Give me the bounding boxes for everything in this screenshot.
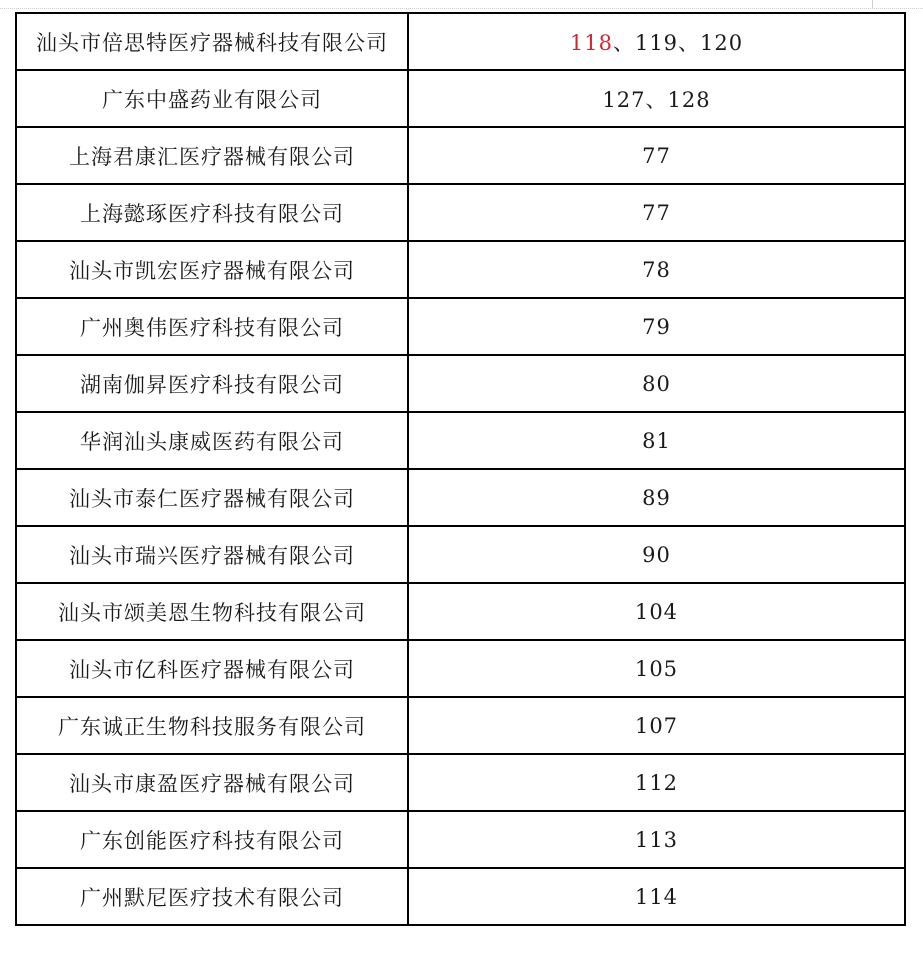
number-cell: 114 [408,868,905,925]
table-row [16,811,905,868]
company-name-cell: 汕头市颂美恩生物科技有限公司 [16,583,408,640]
company-name-cell: 上海君康汇医疗器械有限公司 [16,127,408,184]
table-body [16,13,905,925]
number-cell: 113 [408,811,905,868]
number-cell: 112 [408,754,905,811]
table-row [16,70,905,127]
number-cell: 104 [408,583,905,640]
company-name-cell: 广东诚正生物科技服务有限公司 [16,697,408,754]
table-row [16,697,905,754]
company-name-cell: 汕头市倍思特医疗器械科技有限公司 [16,13,408,70]
table-row [16,355,905,412]
company-name-cell: 广东创能医疗科技有限公司 [16,811,408,868]
company-name-cell: 汕头市泰仁医疗器械有限公司 [16,469,408,526]
number-cell: 79 [408,298,905,355]
company-name-cell: 广州默尼医疗技术有限公司 [16,868,408,925]
table-row [16,412,905,469]
number-cell: 89 [408,469,905,526]
company-name-cell: 湖南伽昇医疗科技有限公司 [16,355,408,412]
number-cell: 107 [408,697,905,754]
table-row [16,13,905,70]
table-row [16,754,905,811]
number-cell: 90 [408,526,905,583]
table-row [16,526,905,583]
company-name-cell: 汕头市亿科医疗器械有限公司 [16,640,408,697]
table-row [16,241,905,298]
number-text: 、119、120 [612,30,744,55]
company-name-cell: 广东中盛药业有限公司 [16,70,408,127]
number-cell: 78 [408,241,905,298]
table-row [16,868,905,925]
company-name-cell: 上海懿琢医疗科技有限公司 [16,184,408,241]
number-cell: 77 [408,127,905,184]
table-row [16,127,905,184]
number-cell: 127、128 [408,70,905,127]
highlighted-number: 118 [569,30,613,55]
table-row [16,469,905,526]
number-cell [408,13,905,70]
number-cell: 105 [408,640,905,697]
number-cell: 80 [408,355,905,412]
table-row [16,640,905,697]
table-row [16,184,905,241]
company-name-cell: 汕头市瑞兴医疗器械有限公司 [16,526,408,583]
table-row [16,298,905,355]
page-top-margin-line [0,8,923,9]
number-cell: 81 [408,412,905,469]
company-name-cell: 汕头市康盈医疗器械有限公司 [16,754,408,811]
number-cell: 77 [408,184,905,241]
company-name-cell: 华润汕头康威医药有限公司 [16,412,408,469]
table-row [16,583,905,640]
page-corner-mark [872,0,873,8]
company-name-cell: 汕头市凯宏医疗器械有限公司 [16,241,408,298]
company-number-table [15,12,906,926]
company-name-cell: 广州奥伟医疗科技有限公司 [16,298,408,355]
